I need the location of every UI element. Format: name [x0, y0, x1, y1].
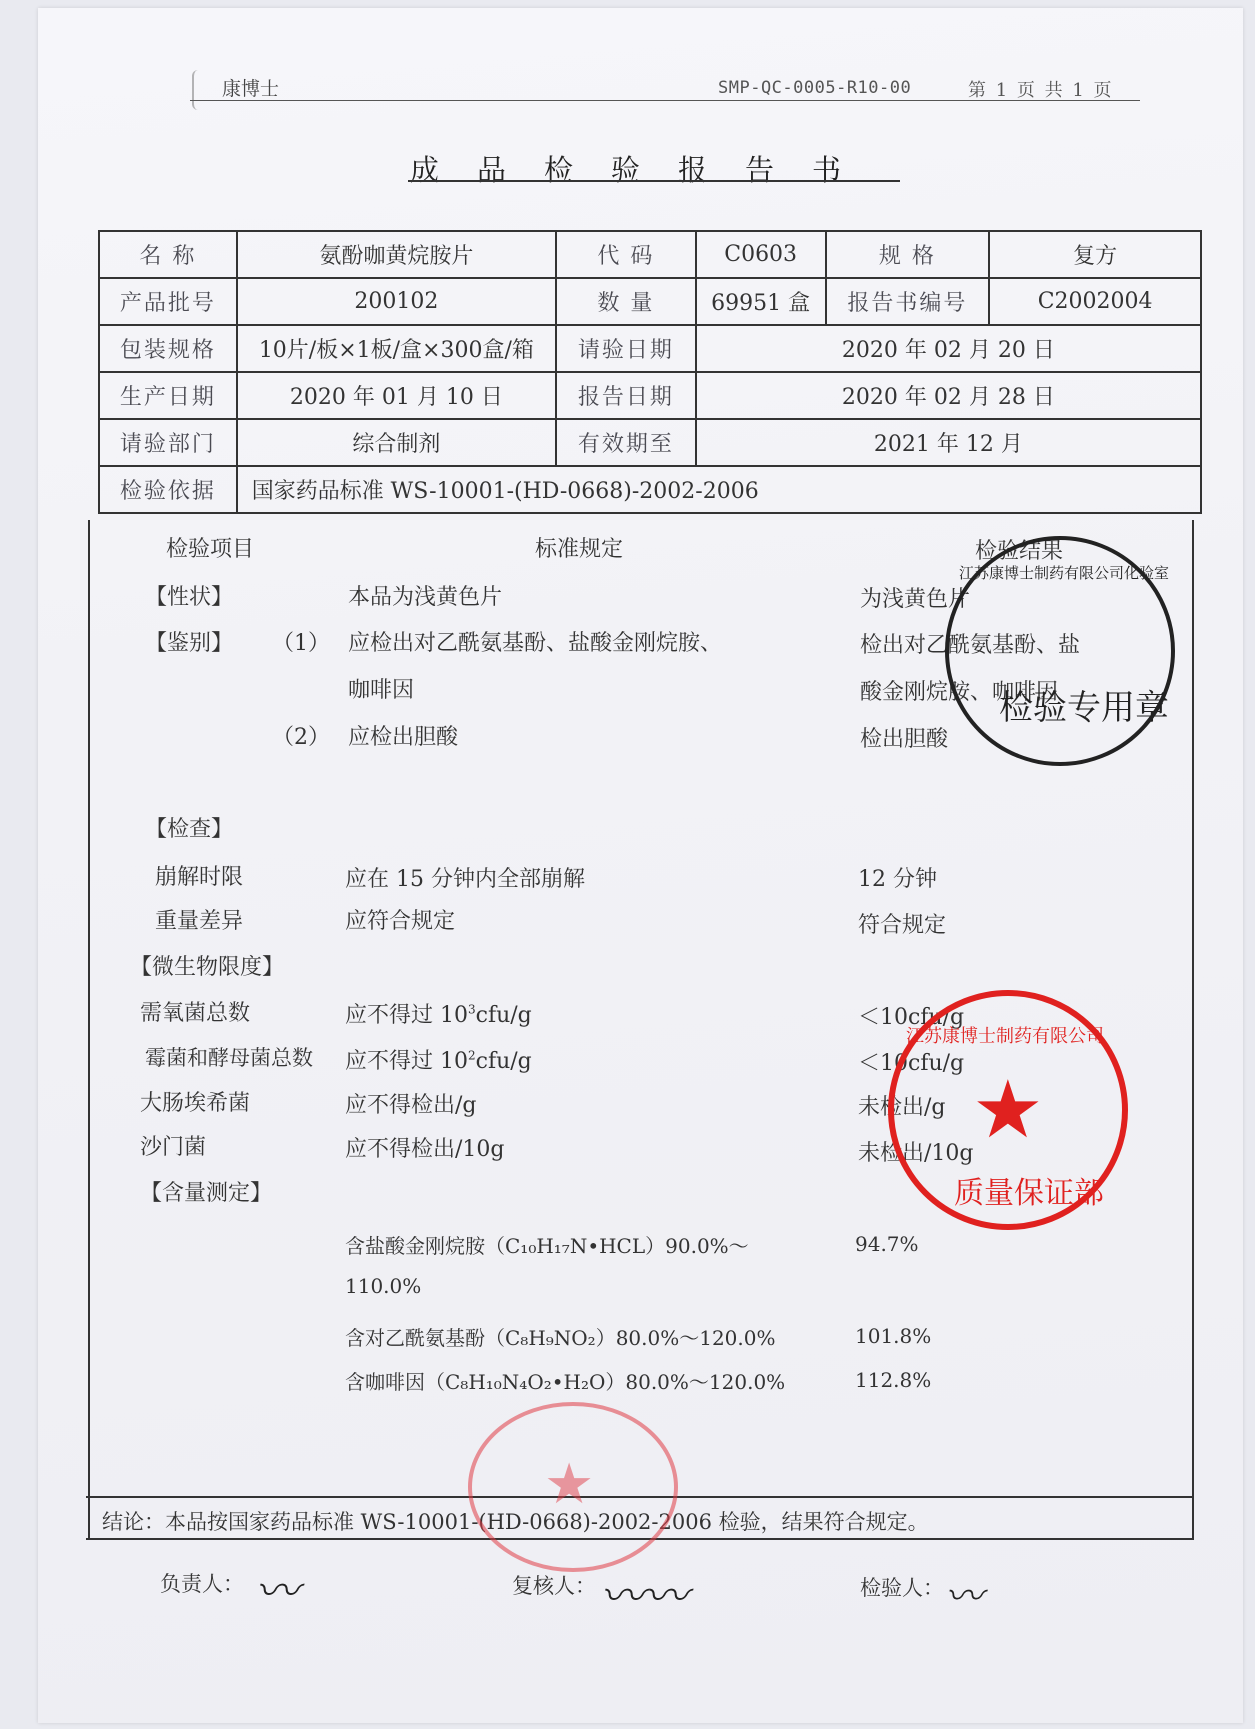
logo-text: 康博士 — [222, 78, 280, 100]
col-standard-header: 标准规定 — [535, 537, 624, 562]
basis-value: 国家药品标准 WS-10001-(HD-0668)-2002-2006 — [237, 466, 1201, 513]
id2-number: （2） — [272, 725, 330, 750]
reviewer-signature: 〰〰 — [600, 1571, 688, 1622]
assay1-result: 94.7% — [855, 1232, 919, 1256]
basis-label: 检验依据 — [99, 466, 237, 513]
responsible-label: 负责人： — [160, 1572, 244, 1596]
table-row — [99, 325, 1201, 372]
section-assay: 【含量测定】 — [140, 1181, 273, 1206]
qty-value: 69951 盒 — [696, 278, 826, 325]
pack-value: 10片/板×1板/盒×300盒/箱 — [237, 325, 556, 372]
name-label: 名 称 — [99, 231, 237, 278]
document-code: SMP-QC-0005-R10-00 — [718, 78, 912, 98]
appearance-result: 为浅黄色片 — [860, 587, 971, 612]
aerobic-result: ＜10cfu/g — [858, 1005, 965, 1030]
ecoli-label: 大肠埃希菌 — [140, 1091, 251, 1116]
reviewer-label: 复核人： — [512, 1574, 596, 1598]
table-row — [99, 466, 1201, 513]
col-item-header: 检验项目 — [166, 537, 255, 562]
star-icon: ★ — [972, 1063, 1044, 1156]
weight-standard: 应符合规定 — [345, 909, 456, 934]
prod-date-label: 生产日期 — [99, 372, 237, 419]
salmonella-label: 沙门菌 — [140, 1135, 207, 1160]
qa-seal-dept-text: 质量保证部 — [954, 1176, 1104, 1211]
salmonella-result: 未检出/10g — [858, 1141, 974, 1166]
mold-exponent: 2 — [468, 1048, 476, 1063]
report-date-label: 报告日期 — [556, 372, 696, 419]
section-identification: 【鉴别】 — [145, 631, 234, 656]
table-row — [99, 278, 1201, 325]
responsible-signature: 〰 — [255, 1566, 299, 1617]
id2-standard: 应检出胆酸 — [348, 725, 459, 750]
disint-standard: 应在 15 分钟内全部崩解 — [345, 867, 585, 892]
aerobic-unit: cfu/g — [475, 1003, 532, 1028]
info-table — [98, 230, 1202, 514]
request-date-value: 2020 年 02 月 20 日 — [696, 325, 1201, 372]
id1-result-b: 酸金刚烷胺、咖啡因 — [860, 680, 1059, 705]
id1-standard-a: 应检出对乙酰氨基酚、盐酸金刚烷胺、 — [348, 631, 723, 656]
aerobic-standard-text: 应不得过 10 — [345, 1003, 468, 1028]
header-divider — [190, 100, 1140, 101]
assay2-result: 101.8% — [855, 1324, 932, 1348]
weight-label: 重量差异 — [155, 909, 244, 934]
conclusion: 结论：本品按国家药品标准 WS-10001-(HD-0668)-2002-2006 检验，结果符合规定。 — [102, 1510, 929, 1534]
disint-label: 崩解时限 — [155, 865, 244, 890]
assay2-standard: 含对乙酰氨基酚（C₈H₉NO₂）80.0%～120.0% — [345, 1326, 776, 1350]
logo-icon — [192, 70, 218, 110]
batch-value: 200102 — [237, 278, 556, 325]
page-title: 成品检验报告书 — [410, 153, 880, 187]
aerobic-standard — [345, 998, 532, 1029]
disint-result: 12 分钟 — [858, 867, 937, 892]
batch-label: 产品批号 — [99, 278, 237, 325]
faint-seal — [468, 1402, 678, 1572]
star-icon: ★ — [544, 1452, 595, 1517]
salmonella-standard: 应不得检出/10g — [345, 1137, 505, 1162]
report-no-value: C2002004 — [989, 278, 1201, 325]
inspector-signature: 〰 — [945, 1574, 984, 1618]
table-row — [99, 231, 1201, 278]
qa-seal-ring-text: 江苏康博士制药有限公司 — [906, 1026, 1104, 1047]
page-info: 第 1 页 共 1 页 — [968, 80, 1114, 101]
inspector-label: 检验人： — [860, 1576, 944, 1600]
qty-label: 数 量 — [556, 278, 696, 325]
id1-result-a: 检出对乙酰氨基酚、盐 — [860, 633, 1081, 658]
qa-seal — [888, 990, 1128, 1230]
section-appearance: 【性状】 — [145, 585, 234, 610]
pack-label: 包装规格 — [99, 325, 237, 372]
report-date-value: 2020 年 02 月 28 日 — [696, 372, 1201, 419]
col-result-header: 检验结果 — [975, 539, 1064, 564]
id1-standard-b: 咖啡因 — [348, 678, 415, 703]
mold-standard — [345, 1044, 532, 1075]
dept-value: 综合制剂 — [237, 419, 556, 466]
assay3-standard: 含咖啡因（C₈H₁₀N₄O₂•H₂O）80.0%～120.0% — [345, 1370, 786, 1394]
request-date-label: 请验日期 — [556, 325, 696, 372]
table-row — [99, 372, 1201, 419]
ecoli-result: 未检出/g — [858, 1095, 946, 1120]
code-value: C0603 — [696, 231, 826, 278]
id2-result: 检出胆酸 — [860, 727, 949, 752]
spec-value: 复方 — [989, 231, 1201, 278]
weight-result: 符合规定 — [858, 913, 947, 938]
mold-unit: cfu/g — [475, 1049, 532, 1074]
prod-date-value: 2020 年 01 月 10 日 — [237, 372, 556, 419]
dept-label: 请验部门 — [99, 419, 237, 466]
company-logo — [192, 70, 279, 110]
lab-seal-center-text: 检验专用章 — [999, 688, 1169, 728]
spec-label: 规 格 — [826, 231, 990, 278]
name-value: 氨酚咖黄烷胺片 — [237, 231, 556, 278]
appearance-standard: 本品为浅黄色片 — [348, 585, 503, 610]
mold-result: ＜10cfu/g — [858, 1051, 965, 1076]
report-no-label: 报告书编号 — [826, 278, 990, 325]
lab-seal-ring-text: 江苏康博士制药有限公司化验室 — [959, 564, 1170, 582]
lab-seal — [945, 536, 1175, 766]
section-inspection: 【检查】 — [145, 817, 234, 842]
mold-standard-text: 应不得过 10 — [345, 1049, 468, 1074]
aerobic-exponent: 3 — [468, 1002, 476, 1017]
id1-number: （1） — [272, 631, 330, 656]
ecoli-standard: 应不得检出/g — [345, 1093, 477, 1118]
code-label: 代 码 — [556, 231, 696, 278]
mold-label: 霉菌和酵母菌总数 — [145, 1046, 313, 1070]
assay1-standard-a: 含盐酸金刚烷胺（C₁₀H₁₇N•HCL）90.0%～ — [345, 1234, 749, 1258]
assay3-result: 112.8% — [855, 1368, 932, 1392]
aerobic-label: 需氧菌总数 — [140, 1001, 251, 1026]
title-underline — [408, 180, 900, 182]
assay1-standard-b: 110.0% — [345, 1274, 422, 1298]
expiry-value: 2021 年 12 月 — [696, 419, 1201, 466]
section-microbial: 【微生物限度】 — [130, 955, 285, 980]
expiry-label: 有效期至 — [556, 419, 696, 466]
table-row — [99, 419, 1201, 466]
